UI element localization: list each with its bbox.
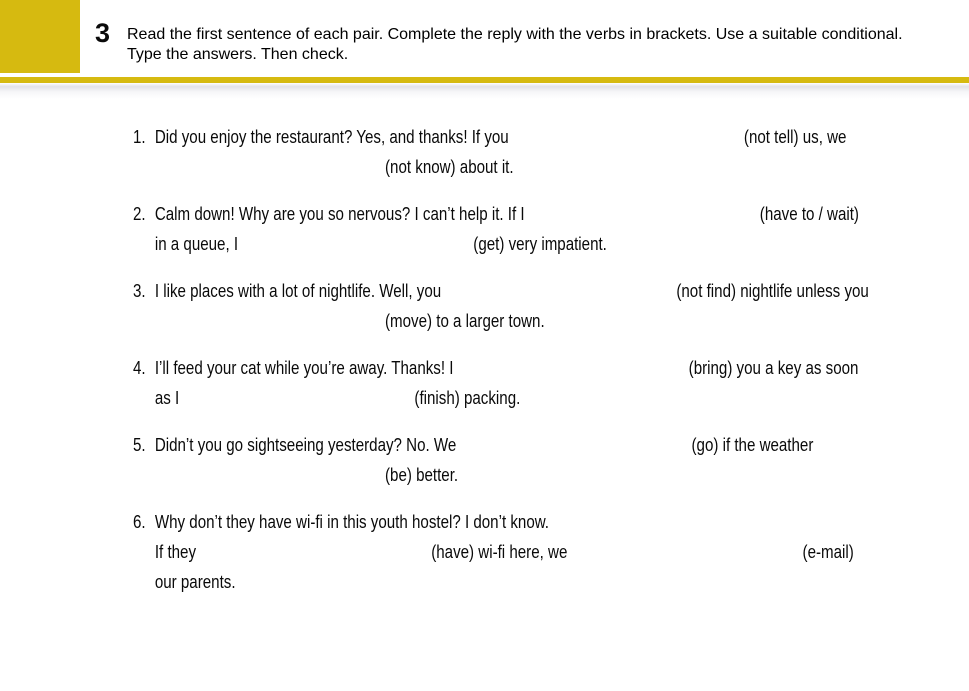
question-number: 4. bbox=[133, 358, 146, 378]
sentence-text: If they bbox=[154, 542, 197, 562]
question-line bbox=[155, 567, 854, 597]
question-body bbox=[155, 353, 859, 413]
sentence-text: (move) to a larger town. bbox=[385, 311, 545, 331]
sentence-text: (go) if the weather bbox=[691, 435, 814, 455]
question-number: 6. bbox=[133, 512, 146, 532]
question-line bbox=[155, 383, 859, 413]
header-shadow bbox=[0, 83, 969, 99]
question bbox=[133, 276, 965, 336]
question-line bbox=[155, 276, 869, 306]
sentence-text: (not tell) us, we bbox=[743, 127, 847, 147]
answer-input[interactable] bbox=[572, 541, 797, 565]
question bbox=[133, 122, 965, 182]
sentence-text: (get) very impatient. bbox=[473, 234, 607, 254]
sentence-text: (not find) nightlife unless you bbox=[676, 281, 869, 301]
sentence-text: I like places with a lot of nightlife. Well, you bbox=[154, 281, 442, 301]
answer-input[interactable] bbox=[461, 434, 686, 458]
question-line bbox=[155, 122, 847, 152]
answer-input[interactable] bbox=[446, 280, 671, 304]
sentence-text: (finish) packing. bbox=[414, 388, 521, 408]
sentence-text: Why don’t they have wi-fi in this youth hostel? I don’t know. bbox=[154, 512, 550, 532]
question-line bbox=[155, 353, 859, 383]
answer-input[interactable] bbox=[243, 233, 468, 257]
question bbox=[133, 507, 965, 597]
sentence-text: as I bbox=[154, 388, 180, 408]
question-line bbox=[155, 507, 854, 537]
question-line bbox=[155, 199, 859, 229]
sentence-text: in a queue, I bbox=[154, 234, 239, 254]
sentence-text: (have to / wait) bbox=[759, 204, 859, 224]
question-list bbox=[133, 122, 969, 597]
question bbox=[133, 353, 965, 413]
question-number: 2. bbox=[133, 204, 146, 224]
question-body bbox=[155, 276, 869, 336]
answer-input[interactable] bbox=[155, 156, 380, 180]
question bbox=[133, 430, 965, 490]
question-line bbox=[155, 430, 814, 460]
sentence-text: our parents. bbox=[154, 572, 236, 592]
sentence-text: Did you enjoy the restaurant? Yes, and thanks! If you bbox=[154, 127, 509, 147]
question-number: 3. bbox=[133, 281, 146, 301]
question-line bbox=[155, 537, 854, 567]
answer-input[interactable] bbox=[201, 541, 426, 565]
answer-input[interactable] bbox=[514, 126, 739, 150]
sentence-text: Calm down! Why are you so nervous? I can’t help it. If I bbox=[154, 204, 525, 224]
answer-input[interactable] bbox=[155, 310, 380, 334]
sentence-text: (bring) you a key as soon bbox=[688, 358, 859, 378]
question bbox=[133, 199, 965, 259]
sentence-text: (have) wi-fi here, we bbox=[431, 542, 568, 562]
question-line bbox=[155, 460, 814, 490]
sentence-text: (e-mail) bbox=[802, 542, 854, 562]
question-number: 1. bbox=[133, 127, 146, 147]
question-body bbox=[155, 430, 814, 490]
answer-input[interactable] bbox=[155, 464, 380, 488]
exercise-header bbox=[0, 0, 969, 73]
question-line bbox=[155, 306, 869, 336]
answer-input[interactable] bbox=[184, 387, 409, 411]
sentence-text: I’ll feed your cat while you’re away. Thanks! I bbox=[154, 358, 454, 378]
question-body bbox=[155, 199, 859, 259]
sentence-text: (be) better. bbox=[385, 465, 459, 485]
question-body bbox=[155, 507, 854, 597]
corner-accent-block bbox=[0, 0, 80, 73]
question-line bbox=[155, 229, 859, 259]
question-number: 5. bbox=[133, 435, 146, 455]
exercise-number: 3 bbox=[95, 18, 110, 48]
answer-input[interactable] bbox=[530, 203, 755, 227]
question-line bbox=[155, 152, 847, 182]
question-body bbox=[155, 122, 847, 182]
sentence-text: (not know) about it. bbox=[385, 157, 514, 177]
sentence-text: Didn’t you go sightseeing yesterday? No. We bbox=[154, 435, 457, 455]
exercise-instructions: Read the first sentence of each pair. Complete the reply with the verbs in brackets. Use a suitable conditional. Type the answers. Then check. bbox=[127, 26, 903, 63]
answer-input[interactable] bbox=[459, 357, 684, 381]
